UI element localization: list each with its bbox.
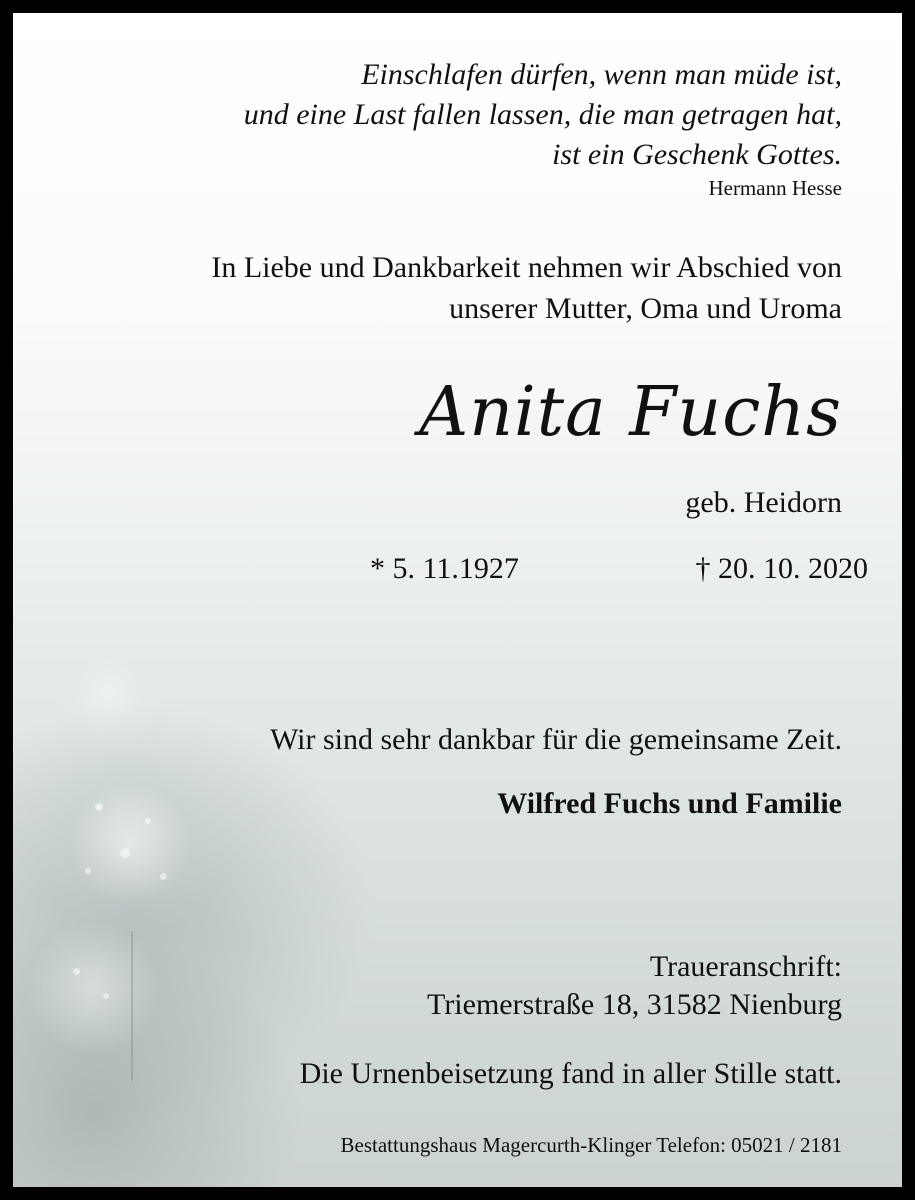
thanks-text: Wir sind sehr dankbar für die gemeinsame Zeit. (270, 723, 842, 756)
mourning-address (427, 948, 842, 1024)
quote-author: Hermann Hesse (708, 176, 842, 200)
quote (244, 55, 842, 175)
deceased-name: Anita Fuchs (419, 373, 842, 452)
dandelion-image-lower (28, 918, 158, 1058)
quote-line: Einschlafen dürfen, wenn man müde ist, (361, 58, 842, 91)
address-street: Triemerstraße 18, 31582 Nienburg (427, 988, 842, 1021)
birth-date: * 5. 11.1927 (370, 552, 519, 585)
quote-line: und eine Last fallen lassen, die man getragen hat, (243, 98, 842, 131)
quote-line: ist ein Geschenk Gottes. (552, 138, 842, 171)
address-label: Traueranschrift: (649, 950, 842, 983)
burial-note: Die Urnenbeisetzung fand in aller Stille statt. (299, 1057, 842, 1090)
death-date: † 20. 10. 2020 (695, 552, 868, 585)
birth-name: geb. Heidorn (685, 486, 842, 519)
farewell-intro (211, 247, 842, 329)
intro-line: In Liebe und Dankbarkeit nehmen wir Abschied von (211, 251, 842, 284)
dandelion-image-large (35, 748, 225, 938)
dandelion-stem (131, 931, 133, 1081)
dandelion-image-small (53, 638, 163, 748)
undertaker-info: Bestattungshaus Magercurth-Klinger Telefon: 05021 / 2181 (340, 1133, 842, 1157)
intro-line: unserer Mutter, Oma und Uroma (449, 292, 842, 325)
family-signature: Wilfred Fuchs und Familie (497, 787, 842, 820)
